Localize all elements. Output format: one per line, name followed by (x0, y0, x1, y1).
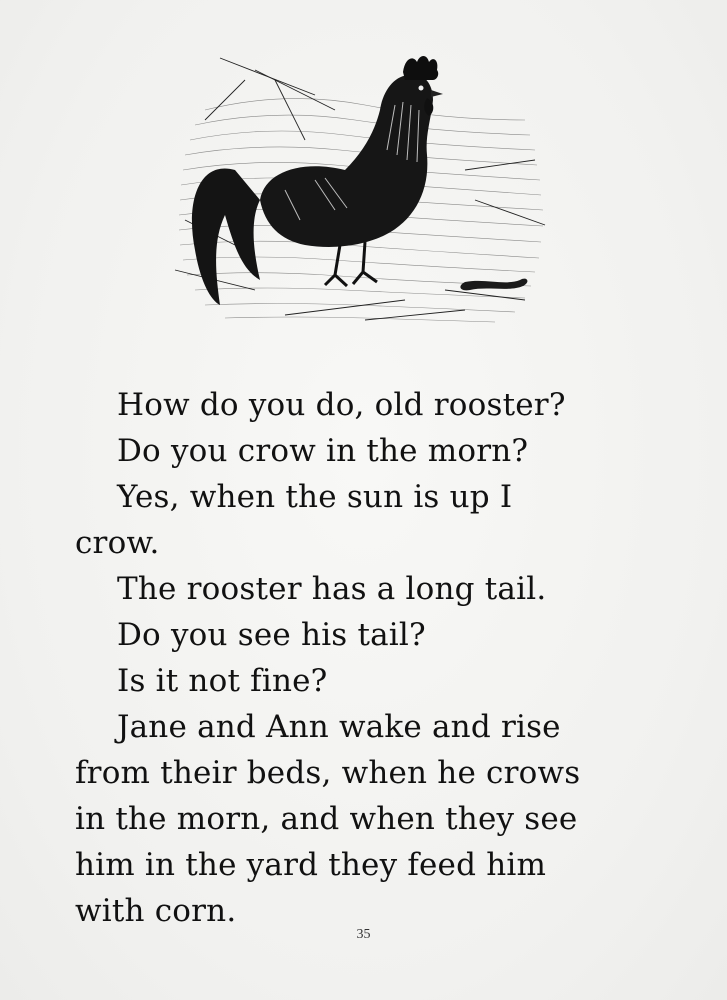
text-line: Do you see his tail? (117, 617, 426, 653)
text-line: him in the yard they feed him (75, 847, 547, 883)
rooster-illustration (165, 50, 555, 335)
story-text (75, 382, 630, 934)
text-line: in the morn, and when they see (75, 801, 578, 837)
text-line: How do you do, old rooster? (117, 387, 566, 423)
text-line: with corn. (75, 893, 237, 929)
text-line: Do you crow in the morn? (117, 433, 529, 469)
text-line: from their beds, when he crows (75, 755, 581, 791)
text-line: Is it not fine? (117, 663, 328, 699)
text-line: Yes, when the sun is up I (117, 479, 513, 515)
text-line: crow. (75, 525, 160, 561)
page-number: 35 (356, 927, 371, 942)
text-line: Jane and Ann wake and rise (117, 709, 561, 745)
rooster-engraving-icon (175, 56, 545, 322)
text-line: The rooster has a long tail. (117, 571, 547, 607)
